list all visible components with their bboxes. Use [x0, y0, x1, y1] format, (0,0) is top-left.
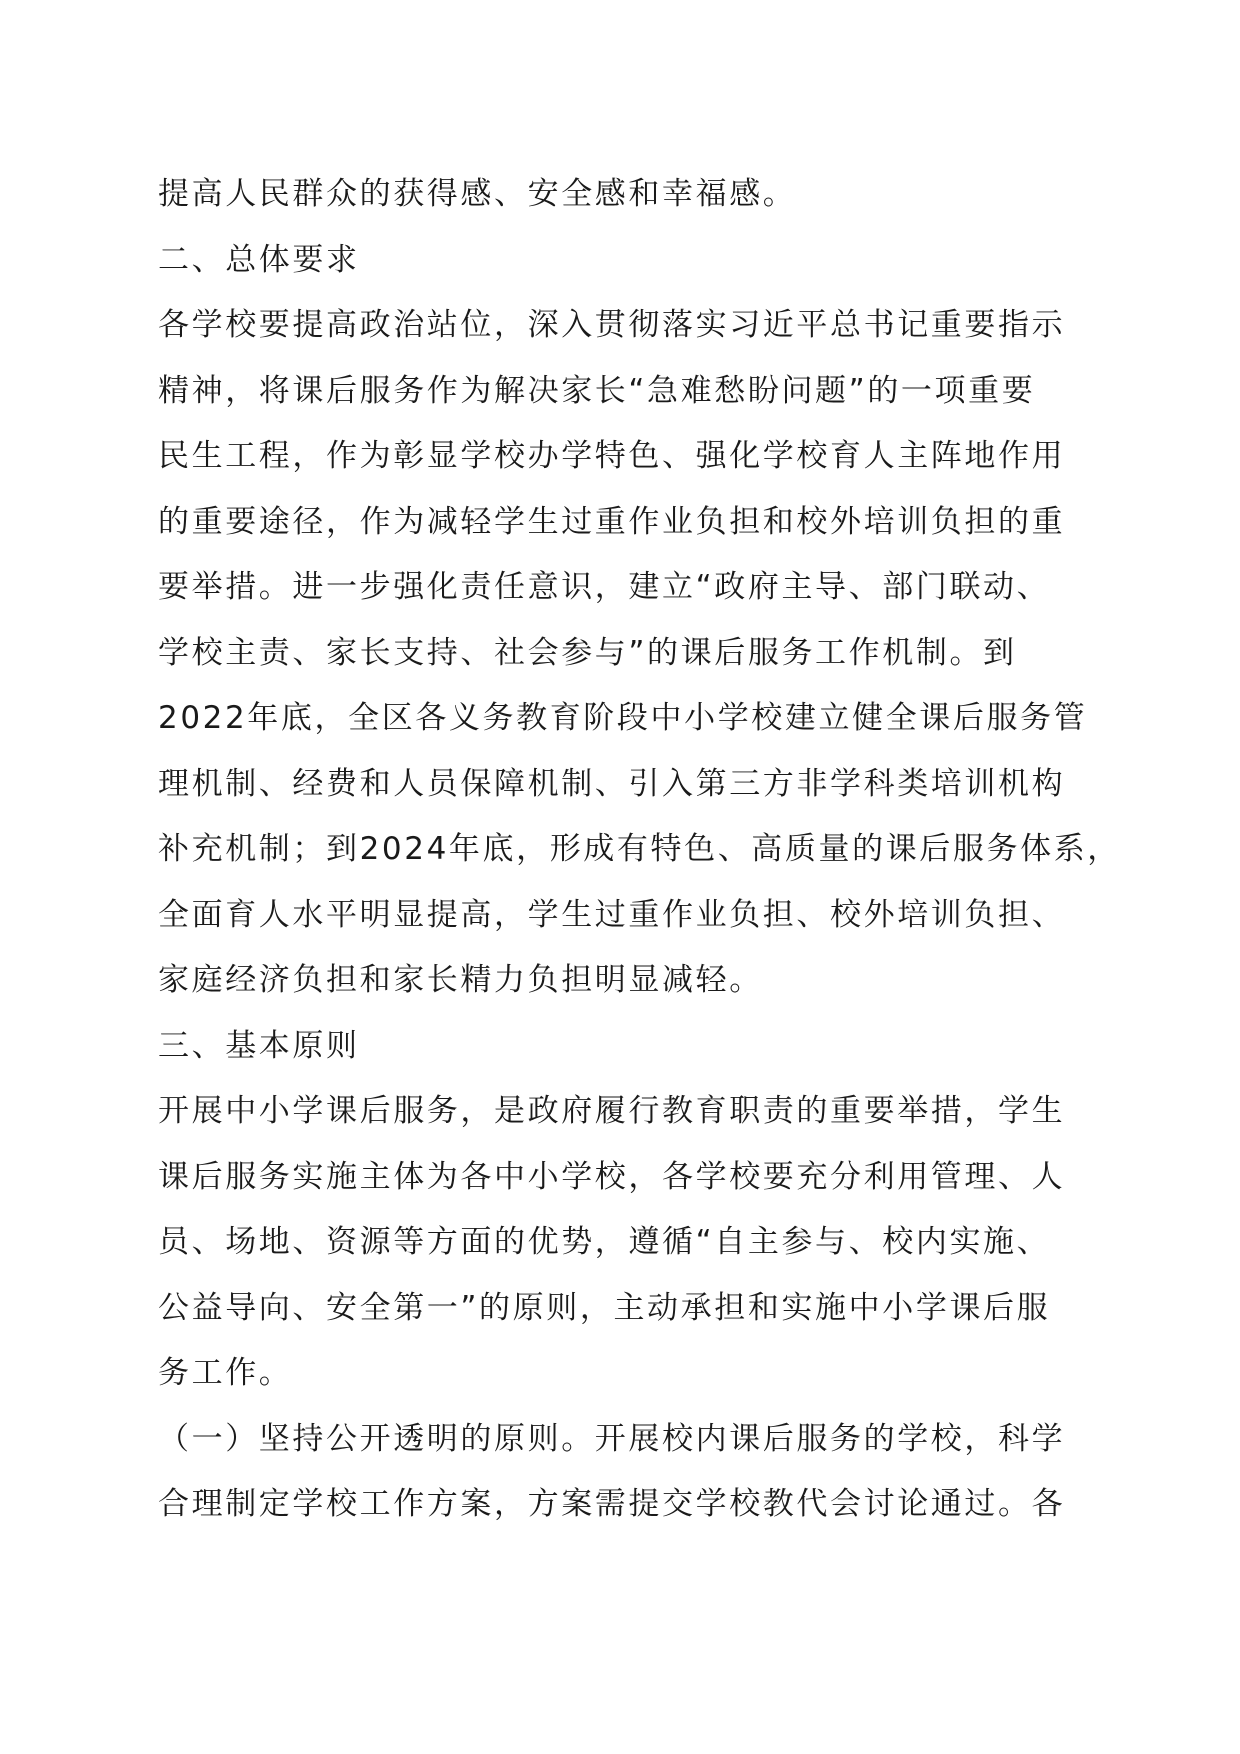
paragraph-line: 学校主责、家长支持、社会参与”的课后服务工作机制。到	[158, 634, 1017, 671]
paragraph-line: 全面育人水平明显提高，学生过重作业负担、校外培训负担、	[158, 896, 1066, 933]
paragraph-line: 各学校要提高政治站位，深入贯彻落实习近平总书记重要指示	[158, 307, 1066, 343]
paragraph-line: 提高人民群众的获得感、安全感和幸福感。	[158, 176, 797, 212]
section-heading-overall-requirements: 二、总体要求	[158, 241, 360, 278]
paragraph-line: 的重要途径，作为减轻学生过重作业负担和校外培训负担的重	[158, 503, 1066, 540]
paragraph-line: 课后服务实施主体为各中小学校，各学校要充分利用管理、人	[158, 1158, 1066, 1195]
paragraph-line: 务工作。	[158, 1355, 293, 1391]
paragraph-line: 民生工程，作为彰显学校办学特色、强化学校育人主阵地作用	[158, 438, 1066, 474]
paragraph-line: 理机制、经费和人员保障机制、引入第三方非学科类培训机构	[158, 765, 1066, 802]
paragraph-line: 开展中小学课后服务，是政府履行教育职责的重要举措，学生	[158, 1093, 1066, 1129]
paragraph-line: 补充机制；到2024年底，形成有特色、高质量的课后服务体系，	[158, 831, 1121, 867]
paragraph-line: 2022年底，全区各义务教育阶段中小学校建立健全课后服务管	[158, 700, 1088, 736]
paragraph-line: 家庭经济负担和家长精力负担明显减轻。	[158, 962, 763, 998]
document-body	[158, 162, 1121, 1538]
paragraph-line: （一）坚持公开透明的原则。开展校内课后服务的学校，科学	[158, 1420, 1066, 1457]
paragraph-line: 合理制定学校工作方案，方案需提交学校教代会讨论通过。各	[158, 1486, 1066, 1522]
paragraph-line: 要举措。进一步强化责任意识，建立“政府主导、部门联动、	[158, 569, 1051, 605]
section-heading-basic-principles: 三、基本原则	[158, 1027, 360, 1064]
paragraph-line: 公益导向、安全第一”的原则，主动承担和实施中小学课后服	[158, 1289, 1051, 1326]
paragraph-line: 员、场地、资源等方面的优势，遵循“自主参与、校内实施、	[158, 1224, 1051, 1260]
paragraph-line: 精神，将课后服务作为解决家长“急难愁盼问题”的一项重要	[158, 372, 1036, 409]
